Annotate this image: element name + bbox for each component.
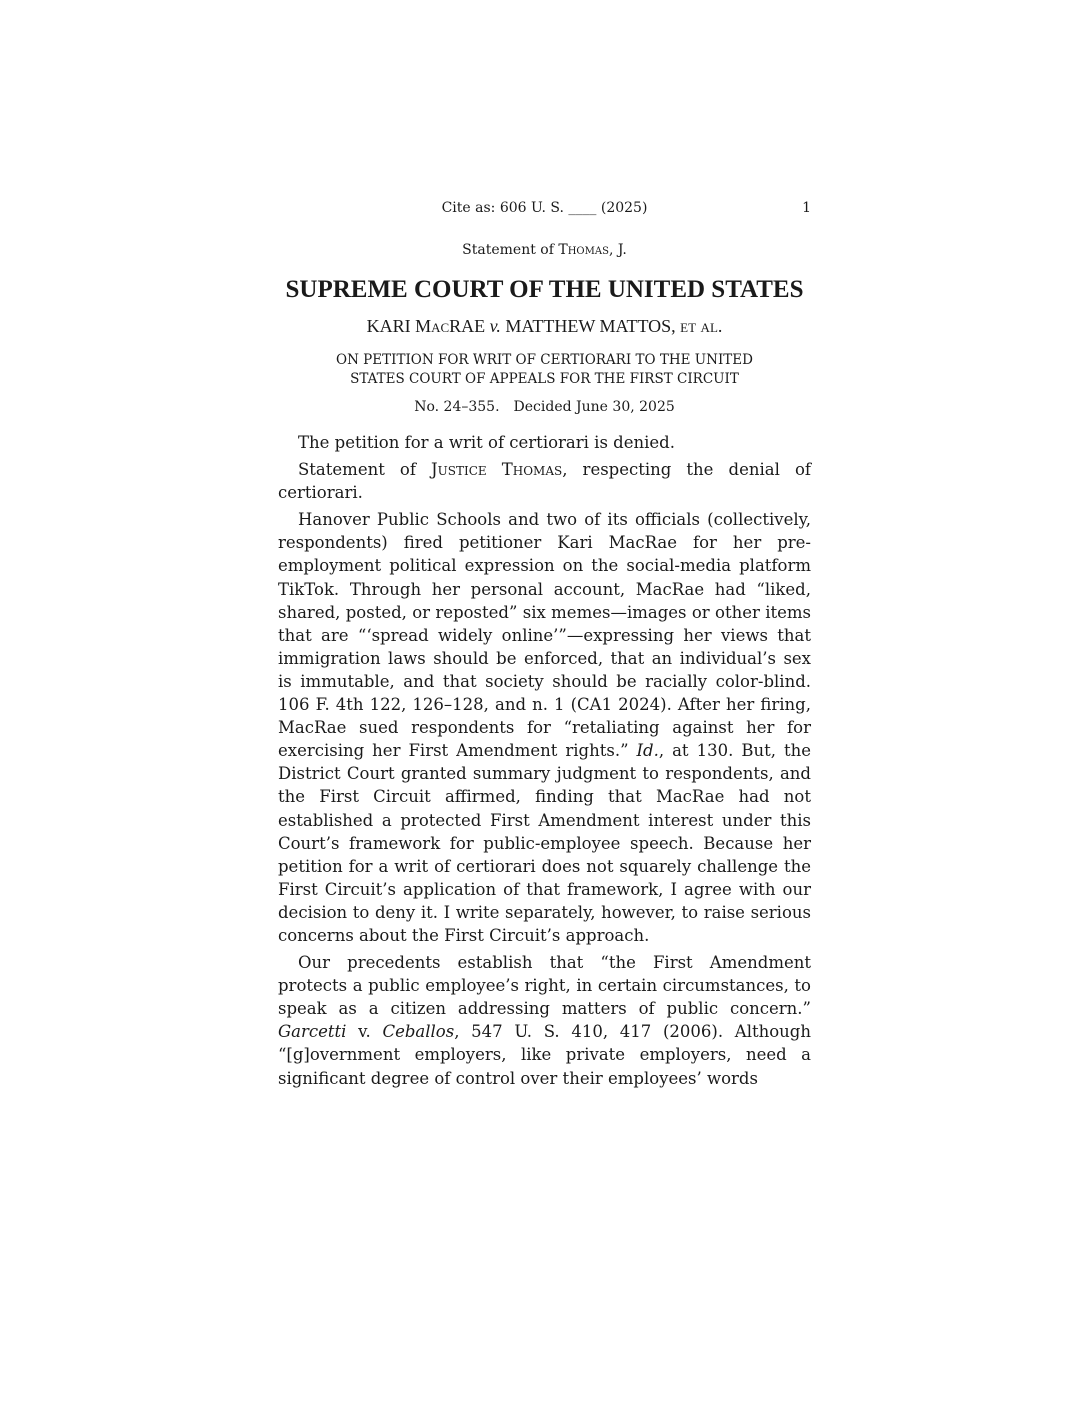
paragraph-background [278,508,811,947]
statement-heading [278,242,811,258]
et-al: et al. [680,316,723,336]
case-name-ceballos: Ceballos [382,1022,455,1042]
petition-description [278,351,811,389]
case-caption [278,316,811,337]
respondent: MATTHEW MATTOS, [500,316,681,336]
case-name-garcetti: Garcetti [278,1022,347,1042]
opinion-page [278,200,811,1090]
docket-line [278,399,811,415]
petition-line-2: STATES COURT OF APPEALS FOR THE FIRST CIRCUIT [350,371,739,387]
page-number: 1 [802,200,811,216]
statement-intro-suffix: , respecting the denial of certiorari. [278,460,811,503]
opinion-body [278,431,811,1090]
paragraph-statement-intro [278,458,811,504]
precedents-text-a: Our precedents establish that “the First Amendment protects a public employee’s right, in certain circumstances, to speak as a citizen addressing matters of public concern.” [278,953,811,1019]
precedents-text-b: , 547 U. S. 410, 417 (2006). Although “[g]overnment employers, like private employers, need a significant degree of control over their employees’ words [278,1022,811,1088]
statement-prefix: Statement of [462,242,559,258]
citation: Cite as: 606 U. S. ____ (2025) [441,200,648,216]
court-title: SUPREME COURT OF THE UNITED STATES [285,276,804,303]
statement-suffix: , J. [608,242,627,258]
decision-date: Decided June 30, 2025 [513,399,675,415]
statement-intro-prefix: Statement of [298,460,432,480]
statement-justice: Thomas [558,242,609,258]
versus: v. [489,316,501,336]
petitioner-surname: MacRAE [415,316,486,336]
paragraph-precedents [278,951,811,1090]
running-head [278,200,811,222]
background-text-b: , at 130. But, the District Court granted summary judgment to respondents, and the First Circuit affirmed, finding that MacRae had not established a protected First Amendment interest under this Court’s framework for public-employee speech. Because her petition for a writ of certiorari does not squarely challenge the First Circuit’s application of that framework, I agree with our decision to deny it. I write separately, however, to raise serious concerns about the First Circuit’s approach. [278,741,811,945]
statement-intro-justice: Justice Thomas [431,460,563,480]
petition-line-1: ON PETITION FOR WRIT OF CERTIORARI TO THE UNITED [336,352,753,368]
docket-number: No. 24–355. [414,399,500,415]
paragraph-disposition: The petition for a writ of certiorari is denied. [298,433,675,452]
background-text-a: Hanover Public Schools and two of its officials (collectively, respondents) fired petitioner Kari MacRae for her pre-employment political expression on the social-media platform TikTok. Through her personal account, MacRae had “liked, shared, posted, or reposted” six memes—images or other items that are “‘spread widely online’”—expressing her views that immigration laws should be enforced, that an individual’s sex is immutable, and that society should be racially color-blind. 106 F. 4th 122, 126–128, and n. 1 (CA1 2024). After her firing, MacRae sued respondents for “retaliating against her for exercising her First Amendment rights.” [278,510,811,761]
case-versus: v. [346,1022,383,1042]
petitioner-first: KARI [366,316,416,336]
id-citation: Id. [636,741,659,761]
